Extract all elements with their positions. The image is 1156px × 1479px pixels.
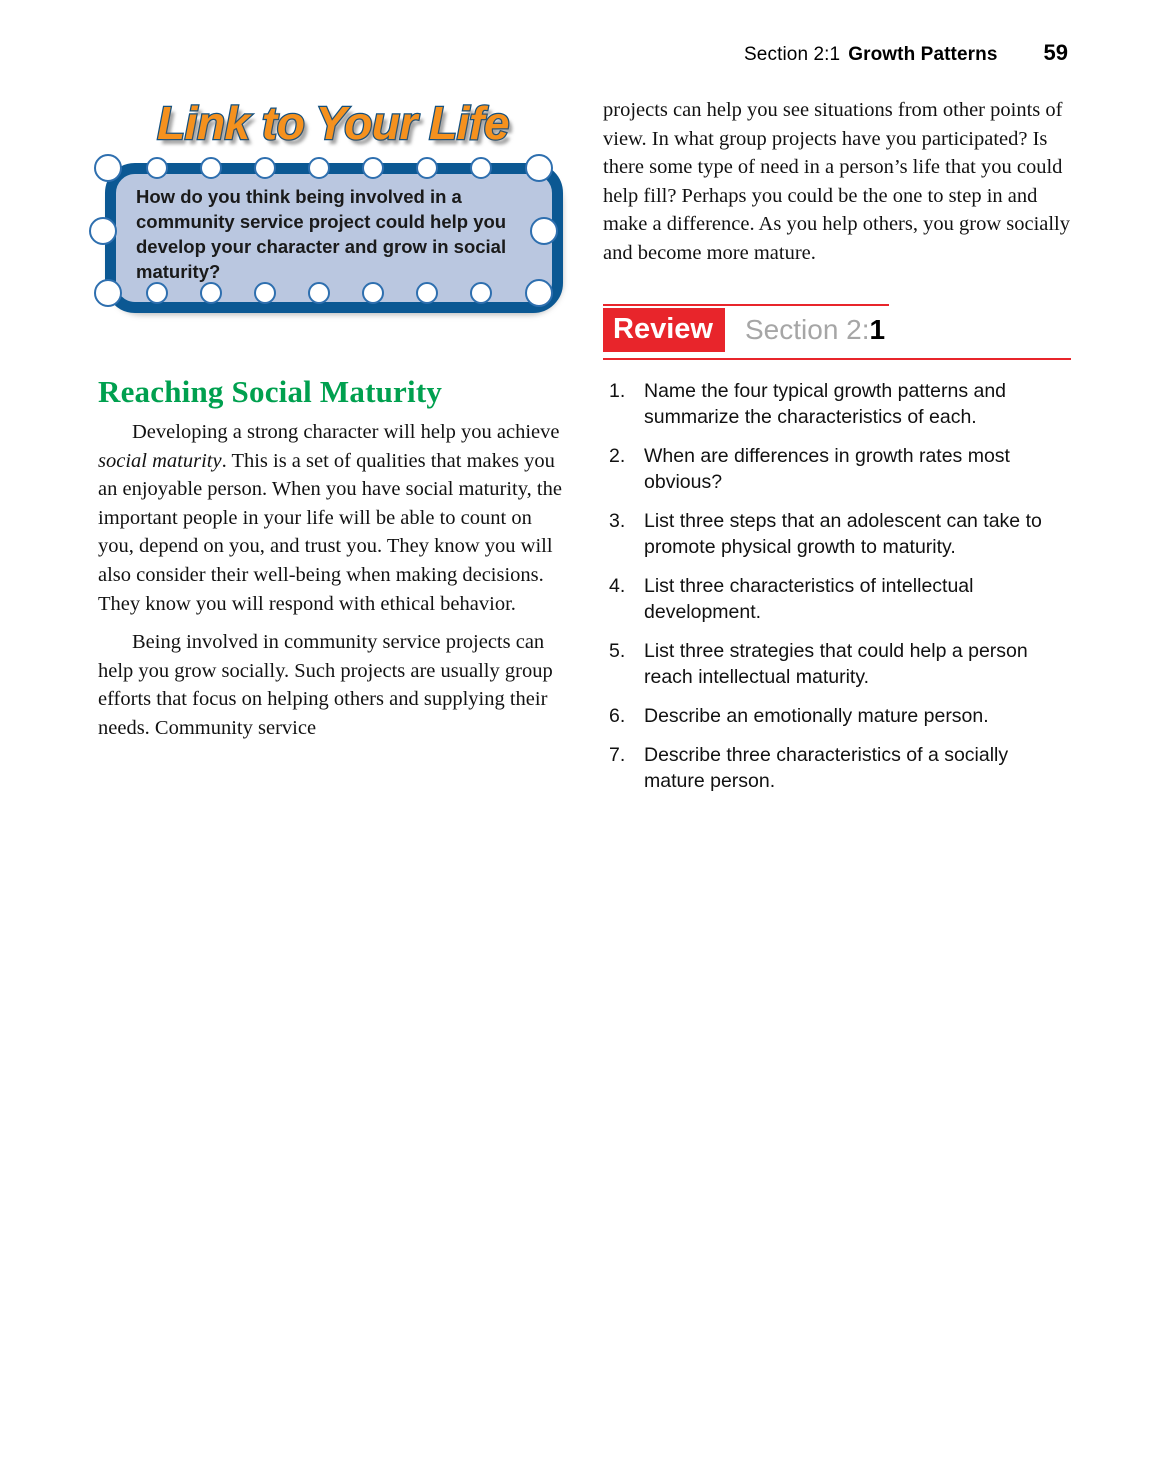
page-running-head bbox=[744, 40, 1068, 66]
para1-text-b: . This is a set of qualities that makes you an enjoyable person. When you have social maturity, the important people in your life will be able to count on you, depend on you, and trust you. They know you will also consider their well-being when making decisions. They know you will respond with ethical behavior. bbox=[98, 449, 562, 615]
review-question-text: List three steps that an adolescent can take to promote physical growth to maturity. bbox=[644, 509, 1042, 558]
review-question-number: 3. bbox=[609, 509, 626, 532]
review-question-text: Describe an emotionally mature person. bbox=[644, 704, 989, 727]
para1-text-a: Developing a strong character will help you achieve bbox=[132, 421, 560, 443]
callout-dot-top-1 bbox=[146, 157, 168, 179]
callout-dot-bottom-1 bbox=[146, 282, 168, 304]
review-rule-top bbox=[603, 304, 889, 306]
body-paragraph-2: Being involved in community service projects can help you grow socially. Such projects are usually group efforts that focus on helping others and supplying their needs. Community service bbox=[98, 631, 553, 739]
callout-dot-bottom-7 bbox=[470, 282, 492, 304]
review-question-item bbox=[603, 703, 1071, 729]
review-tag-label: Review bbox=[613, 313, 713, 346]
review-question-number: 4. bbox=[609, 574, 626, 597]
feature-callout-box bbox=[100, 160, 566, 315]
callout-dot-bottom-3 bbox=[254, 282, 276, 304]
review-question-number: 6. bbox=[609, 704, 626, 727]
review-question-number: 7. bbox=[609, 743, 626, 766]
callout-dot-bottom-4 bbox=[308, 282, 330, 304]
review-question-item bbox=[603, 378, 1071, 430]
callout-dot-left-mid bbox=[89, 217, 117, 245]
review-question-list bbox=[603, 378, 1071, 794]
callout-dot-top-5 bbox=[362, 157, 384, 179]
feature-question-text: How do you think being involved in a community service project could help you develop your character and grow in social maturity? bbox=[136, 186, 507, 282]
callout-dot-top-2 bbox=[200, 157, 222, 179]
review-subtitle-section: Section 2: bbox=[745, 313, 870, 345]
review-question-number: 1. bbox=[609, 379, 626, 402]
callout-dot-top-4 bbox=[308, 157, 330, 179]
review-subtitle-number: 1 bbox=[869, 313, 886, 345]
review-question-item bbox=[603, 742, 1071, 794]
review-subtitle bbox=[745, 308, 885, 352]
running-head-section-title: Growth Patterns bbox=[848, 44, 998, 65]
feature-title: Link to Your Life bbox=[157, 97, 509, 149]
key-term-social-maturity: social maturity bbox=[98, 449, 222, 472]
callout-dot-corner-bl bbox=[94, 279, 122, 307]
review-question-text: Describe three characteristics of a socially mature person. bbox=[644, 743, 1009, 792]
link-to-your-life-feature bbox=[98, 96, 568, 318]
page-number: 59 bbox=[1043, 40, 1068, 65]
review-question-text: Name the four typical growth patterns and summarize the characteristics of each. bbox=[644, 379, 1007, 428]
review-question-item bbox=[603, 573, 1071, 625]
body-paragraph-1 bbox=[98, 418, 568, 618]
right-column bbox=[603, 96, 1071, 807]
review-tag-badge bbox=[603, 308, 725, 352]
review-question-text: List three strategies that could help a person reach intellectual maturity. bbox=[644, 639, 1028, 688]
callout-dot-bottom-6 bbox=[416, 282, 438, 304]
review-question-text: List three characteristics of intellectual development. bbox=[644, 574, 974, 623]
review-question-item bbox=[603, 508, 1071, 560]
review-question-text: When are differences in growth rates most obvious? bbox=[644, 444, 1010, 493]
callout-dot-top-6 bbox=[416, 157, 438, 179]
review-rule-bottom bbox=[603, 358, 1071, 360]
body-paragraph-continued: projects can help you see situations from other points of view. In what group projects have you participated? Is there some type of need in a person’s life that you could help fill? Perhaps you could be the one to step in and make a difference. As you help others, you grow socially and become more mature. bbox=[603, 99, 1071, 264]
page-subheading: Reaching Social Maturity bbox=[98, 374, 443, 409]
review-question-item bbox=[603, 443, 1071, 495]
callout-dot-top-3 bbox=[254, 157, 276, 179]
left-column bbox=[98, 96, 568, 743]
callout-dot-corner-tl bbox=[94, 154, 122, 182]
review-question-number: 2. bbox=[609, 444, 626, 467]
callout-dot-corner-tr bbox=[525, 154, 553, 182]
running-head-section-label: Section 2:1 bbox=[744, 44, 841, 65]
review-question-number: 5. bbox=[609, 639, 626, 662]
callout-dot-bottom-5 bbox=[362, 282, 384, 304]
review-section-header bbox=[603, 304, 1071, 360]
review-question-item bbox=[603, 638, 1071, 690]
callout-dot-top-7 bbox=[470, 157, 492, 179]
callout-dot-bottom-2 bbox=[200, 282, 222, 304]
